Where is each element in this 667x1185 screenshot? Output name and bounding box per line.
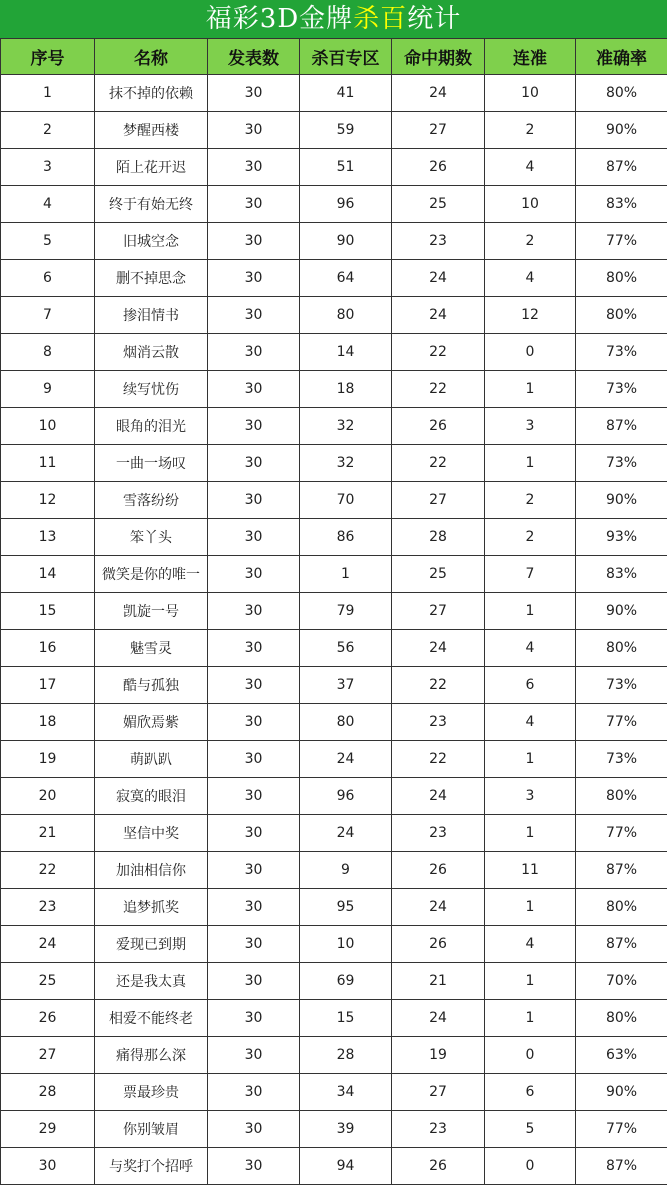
cell-name: 魅雪灵 [95,630,208,667]
cell-accuracy: 63% [576,1037,667,1074]
cell-name: 微笑是你的唯一 [95,556,208,593]
cell-accuracy: 90% [576,593,667,630]
cell-accuracy: 80% [576,297,667,334]
table-row [1,371,667,408]
column-header: 序号 [1,39,95,75]
cell-posts: 30 [208,1111,300,1148]
cell-kill-hundred: 95 [300,889,392,926]
cell-hits: 27 [392,482,485,519]
cell-streak: 1 [485,889,576,926]
cell-streak: 1 [485,371,576,408]
column-header: 连准 [485,39,576,75]
cell-hits: 22 [392,741,485,778]
table-row [1,963,667,1000]
cell-streak: 1 [485,593,576,630]
cell-streak: 1 [485,1000,576,1037]
cell-accuracy: 73% [576,741,667,778]
cell-hits: 26 [392,852,485,889]
cell-index: 9 [1,371,95,408]
cell-hits: 26 [392,408,485,445]
cell-kill-hundred: 69 [300,963,392,1000]
cell-kill-hundred: 41 [300,75,392,112]
column-header: 杀百专区 [300,39,392,75]
cell-streak: 4 [485,926,576,963]
cell-hits: 27 [392,593,485,630]
cell-streak: 2 [485,519,576,556]
page-title [0,0,667,38]
cell-kill-hundred: 28 [300,1037,392,1074]
cell-index: 13 [1,519,95,556]
cell-hits: 23 [392,704,485,741]
cell-hits: 22 [392,445,485,482]
cell-streak: 5 [485,1111,576,1148]
cell-name: 相爱不能终老 [95,1000,208,1037]
cell-accuracy: 90% [576,482,667,519]
cell-posts: 30 [208,1000,300,1037]
cell-streak: 0 [485,334,576,371]
cell-kill-hundred: 32 [300,445,392,482]
table-row [1,593,667,630]
table-row [1,1000,667,1037]
table-row [1,556,667,593]
cell-kill-hundred: 56 [300,630,392,667]
cell-index: 1 [1,75,95,112]
cell-kill-hundred: 64 [300,260,392,297]
cell-index: 10 [1,408,95,445]
cell-streak: 4 [485,704,576,741]
cell-name: 票最珍贵 [95,1074,208,1111]
cell-accuracy: 73% [576,371,667,408]
stats-table [0,38,667,1185]
cell-accuracy: 83% [576,186,667,223]
table-row [1,186,667,223]
cell-index: 11 [1,445,95,482]
cell-index: 3 [1,149,95,186]
cell-index: 25 [1,963,95,1000]
cell-kill-hundred: 94 [300,1148,392,1185]
cell-index: 29 [1,1111,95,1148]
table-row [1,75,667,112]
cell-posts: 30 [208,260,300,297]
cell-accuracy: 87% [576,1148,667,1185]
cell-streak: 3 [485,778,576,815]
cell-name: 爱现已到期 [95,926,208,963]
cell-posts: 30 [208,297,300,334]
cell-posts: 30 [208,926,300,963]
cell-index: 12 [1,482,95,519]
cell-kill-hundred: 32 [300,408,392,445]
cell-posts: 30 [208,112,300,149]
cell-streak: 2 [485,482,576,519]
cell-accuracy: 70% [576,963,667,1000]
cell-accuracy: 77% [576,704,667,741]
cell-index: 21 [1,815,95,852]
table-row [1,630,667,667]
cell-accuracy: 87% [576,408,667,445]
table-row [1,852,667,889]
cell-accuracy: 90% [576,1074,667,1111]
cell-kill-hundred: 86 [300,519,392,556]
cell-posts: 30 [208,75,300,112]
cell-name: 还是我太真 [95,963,208,1000]
cell-posts: 30 [208,519,300,556]
cell-index: 14 [1,556,95,593]
column-header: 发表数 [208,39,300,75]
cell-kill-hundred: 24 [300,741,392,778]
cell-streak: 0 [485,1148,576,1185]
table-row [1,445,667,482]
cell-posts: 30 [208,482,300,519]
cell-streak: 7 [485,556,576,593]
cell-index: 16 [1,630,95,667]
cell-posts: 30 [208,741,300,778]
table-row [1,778,667,815]
cell-name: 寂寞的眼泪 [95,778,208,815]
cell-hits: 22 [392,667,485,704]
table-row [1,704,667,741]
cell-hits: 24 [392,778,485,815]
table-row [1,519,667,556]
cell-streak: 1 [485,741,576,778]
cell-index: 15 [1,593,95,630]
cell-posts: 30 [208,963,300,1000]
cell-name: 删不掉思念 [95,260,208,297]
cell-index: 17 [1,667,95,704]
table-row [1,334,667,371]
cell-hits: 24 [392,297,485,334]
cell-name: 一曲一场叹 [95,445,208,482]
cell-accuracy: 87% [576,926,667,963]
table-row [1,889,667,926]
cell-index: 19 [1,741,95,778]
cell-name: 酷与孤独 [95,667,208,704]
cell-streak: 10 [485,186,576,223]
table-row [1,1037,667,1074]
cell-posts: 30 [208,223,300,260]
cell-index: 20 [1,778,95,815]
cell-name: 眼角的泪光 [95,408,208,445]
cell-accuracy: 87% [576,149,667,186]
cell-index: 27 [1,1037,95,1074]
cell-hits: 22 [392,334,485,371]
cell-name: 旧城空念 [95,223,208,260]
cell-hits: 28 [392,519,485,556]
title-part2: 统计 [407,4,461,34]
cell-name: 雪落纷纷 [95,482,208,519]
cell-kill-hundred: 96 [300,186,392,223]
cell-posts: 30 [208,778,300,815]
cell-streak: 4 [485,630,576,667]
cell-streak: 2 [485,223,576,260]
cell-hits: 27 [392,112,485,149]
cell-posts: 30 [208,1037,300,1074]
cell-kill-hundred: 90 [300,223,392,260]
table-row [1,112,667,149]
cell-streak: 10 [485,75,576,112]
cell-hits: 23 [392,815,485,852]
cell-name: 萌趴趴 [95,741,208,778]
cell-hits: 25 [392,556,485,593]
cell-kill-hundred: 96 [300,778,392,815]
cell-kill-hundred: 24 [300,815,392,852]
cell-accuracy: 77% [576,815,667,852]
table-row [1,1111,667,1148]
cell-index: 6 [1,260,95,297]
cell-kill-hundred: 59 [300,112,392,149]
cell-index: 23 [1,889,95,926]
cell-name: 梦醒西楼 [95,112,208,149]
cell-accuracy: 80% [576,889,667,926]
cell-name: 抹不掉的依赖 [95,75,208,112]
cell-name: 媚欣焉紫 [95,704,208,741]
cell-index: 30 [1,1148,95,1185]
cell-hits: 19 [392,1037,485,1074]
column-header: 名称 [95,39,208,75]
cell-name: 坚信中奖 [95,815,208,852]
cell-name: 终于有始无终 [95,186,208,223]
table-body [1,75,667,1185]
cell-hits: 22 [392,371,485,408]
cell-posts: 30 [208,149,300,186]
cell-kill-hundred: 51 [300,149,392,186]
cell-posts: 30 [208,852,300,889]
cell-hits: 24 [392,889,485,926]
cell-accuracy: 93% [576,519,667,556]
column-header: 命中期数 [392,39,485,75]
cell-name: 痛得那么深 [95,1037,208,1074]
title-part1: 福彩3D金牌 [206,4,353,34]
cell-streak: 3 [485,408,576,445]
cell-posts: 30 [208,815,300,852]
cell-hits: 25 [392,186,485,223]
cell-posts: 30 [208,1074,300,1111]
cell-name: 你别皱眉 [95,1111,208,1148]
cell-posts: 30 [208,630,300,667]
table-row [1,926,667,963]
cell-kill-hundred: 15 [300,1000,392,1037]
cell-kill-hundred: 70 [300,482,392,519]
cell-index: 2 [1,112,95,149]
cell-accuracy: 80% [576,778,667,815]
cell-streak: 6 [485,1074,576,1111]
cell-accuracy: 80% [576,1000,667,1037]
cell-kill-hundred: 80 [300,297,392,334]
cell-accuracy: 73% [576,667,667,704]
cell-accuracy: 73% [576,334,667,371]
cell-streak: 6 [485,667,576,704]
cell-accuracy: 80% [576,630,667,667]
cell-kill-hundred: 1 [300,556,392,593]
cell-streak: 12 [485,297,576,334]
cell-streak: 1 [485,445,576,482]
cell-kill-hundred: 34 [300,1074,392,1111]
cell-posts: 30 [208,371,300,408]
cell-hits: 23 [392,223,485,260]
cell-kill-hundred: 18 [300,371,392,408]
cell-accuracy: 90% [576,112,667,149]
cell-kill-hundred: 80 [300,704,392,741]
table-row [1,741,667,778]
cell-name: 陌上花开迟 [95,149,208,186]
cell-streak: 4 [485,149,576,186]
cell-posts: 30 [208,704,300,741]
cell-hits: 24 [392,1000,485,1037]
cell-index: 28 [1,1074,95,1111]
table-row [1,260,667,297]
cell-hits: 26 [392,149,485,186]
cell-accuracy: 87% [576,852,667,889]
cell-streak: 1 [485,815,576,852]
table-row [1,1148,667,1185]
cell-kill-hundred: 10 [300,926,392,963]
cell-hits: 24 [392,260,485,297]
cell-index: 4 [1,186,95,223]
cell-accuracy: 83% [576,556,667,593]
cell-index: 5 [1,223,95,260]
cell-hits: 21 [392,963,485,1000]
cell-name: 追梦抓奖 [95,889,208,926]
cell-posts: 30 [208,186,300,223]
cell-index: 22 [1,852,95,889]
cell-posts: 30 [208,556,300,593]
table-row [1,1074,667,1111]
cell-hits: 26 [392,926,485,963]
cell-streak: 11 [485,852,576,889]
column-header: 准确率 [576,39,667,75]
cell-hits: 27 [392,1074,485,1111]
table-row [1,482,667,519]
cell-posts: 30 [208,889,300,926]
cell-posts: 30 [208,408,300,445]
cell-name: 笨丫头 [95,519,208,556]
cell-index: 8 [1,334,95,371]
cell-kill-hundred: 37 [300,667,392,704]
cell-posts: 30 [208,667,300,704]
cell-streak: 1 [485,963,576,1000]
table-row [1,297,667,334]
cell-accuracy: 77% [576,1111,667,1148]
cell-accuracy: 73% [576,445,667,482]
cell-accuracy: 80% [576,260,667,297]
cell-posts: 30 [208,1148,300,1185]
cell-hits: 23 [392,1111,485,1148]
table-row [1,149,667,186]
cell-index: 24 [1,926,95,963]
cell-index: 18 [1,704,95,741]
cell-streak: 2 [485,112,576,149]
cell-index: 7 [1,297,95,334]
cell-kill-hundred: 79 [300,593,392,630]
cell-accuracy: 80% [576,75,667,112]
table-row [1,667,667,704]
cell-kill-hundred: 39 [300,1111,392,1148]
cell-hits: 24 [392,630,485,667]
table-row [1,223,667,260]
cell-posts: 30 [208,593,300,630]
table-row [1,408,667,445]
cell-name: 加油相信你 [95,852,208,889]
cell-name: 掺泪情书 [95,297,208,334]
cell-hits: 24 [392,75,485,112]
cell-name: 续写忧伤 [95,371,208,408]
cell-kill-hundred: 14 [300,334,392,371]
cell-name: 与奖打个招呼 [95,1148,208,1185]
title-highlight: 杀百 [353,4,407,34]
cell-name: 烟消云散 [95,334,208,371]
cell-streak: 0 [485,1037,576,1074]
table-header-row [1,39,667,75]
cell-index: 26 [1,1000,95,1037]
cell-streak: 4 [485,260,576,297]
cell-accuracy: 77% [576,223,667,260]
cell-kill-hundred: 9 [300,852,392,889]
cell-posts: 30 [208,334,300,371]
cell-hits: 26 [392,1148,485,1185]
cell-name: 凯旋一号 [95,593,208,630]
cell-posts: 30 [208,445,300,482]
table-row [1,815,667,852]
